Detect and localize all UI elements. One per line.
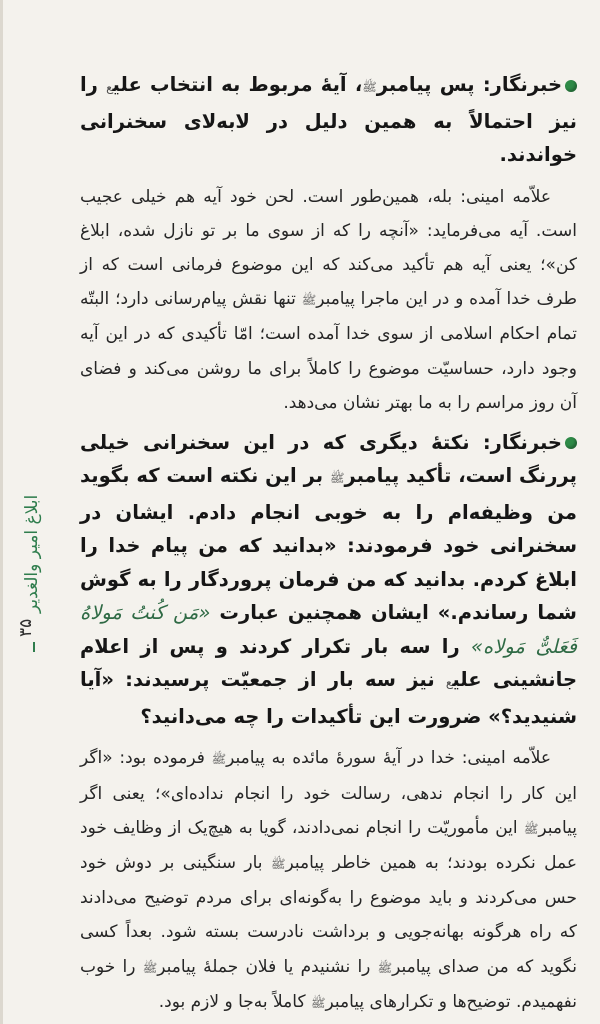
text-segment: بار سنگینی بر دوش خود حس می‌کردند و باید موضوع را به‌گونه‌ای برای مردم توضیح می‌دادند که راه هرگونه بهانه‌جویی و برداشت نادرست بسته شود. بعداً کسی نگوید که من صدای پیامبر: [80, 853, 577, 977]
honorific-symbol: ﷺ: [362, 80, 377, 94]
green-bullet-icon: [565, 80, 577, 92]
text-segment: را سه بار تکرار کردند و پس از اعلام جانشینی علی: [80, 634, 578, 692]
page-body: [80, 68, 577, 1020]
page-sidebar: [14, 470, 54, 710]
text-segment: نیز سه بار از جمعیّت پرسیدند: «آیا شنیدید؟» ضرورت این تأکیدات را چه می‌دانید؟: [80, 668, 577, 728]
interviewer-question: [80, 68, 577, 172]
green-bullet-icon: [565, 437, 577, 449]
interviewee-answer: [80, 180, 577, 420]
honorific-symbol: ﷺ: [211, 752, 227, 767]
honorific-symbol: ﷺ: [301, 293, 317, 308]
text-segment: ، آیهٔ مربوط به انتخاب علی: [112, 73, 363, 96]
page-number: ۳۵: [16, 618, 36, 638]
honorific-symbol: ﷺ: [270, 857, 286, 872]
honorific-symbol: ﷺ: [377, 960, 393, 975]
page-edge: [0, 0, 3, 1024]
text-segment: خبرنگار: نکتهٔ دیگری که در این سخنرانی خیلی پررنگ است، تأکید پیامبر: [80, 430, 577, 488]
honorific-symbol: ع: [445, 675, 453, 690]
text-segment: فرموده بود: «اگر این کار را انجام ندهی، رسالت خود را انجام نداده‌ای»؛ یعنی اگر پیامبر: [80, 748, 577, 838]
text-segment: کاملاً به‌جا و لازم بود.: [158, 991, 311, 1012]
arabic-quote: «مَن کُنتُ مَولاهُ فَعَلیٌّ مَولاه»: [80, 601, 577, 658]
honorific-symbol: ﷺ: [142, 960, 158, 975]
interviewee-answer: [80, 741, 577, 1020]
honorific-symbol: ﷺ: [310, 995, 326, 1010]
text-segment: خبرنگار: پس پیامبر: [376, 73, 562, 96]
paragraph-gap: [80, 172, 577, 178]
honorific-symbol: ع: [106, 80, 113, 94]
text-segment: را نشنیدم یا فلان جملهٔ پیامبر: [157, 956, 378, 977]
text-segment: علاّمه امینی: خدا در آیهٔ سورهٔ مائده به پیامبر: [226, 748, 551, 769]
text-segment: علاّمه امینی: بله، همین‌طور است. لحن خود آیه هم خیلی عجیب است. آیه می‌فرماید: «آنچه را که از سوی ما بر تو نازل شده، ابلاغ کن»؛ یعنی آیه هم تأکید می‌کند که این موضوع فرمانی است که از طرف خدا آمده و در این ماجرا پیامبر: [80, 186, 577, 310]
text-segment: را نیز احتمالاً به همین دلیل در لابه‌لای سخنرانی خواندند.: [80, 73, 577, 166]
paragraph-gap: [80, 733, 577, 739]
text-segment: این مأموریّت را انجام نمی‌دادند، گویا به هیچ‌یک از وظایف خود عمل نکرده بودند؛ به همین خاطر پیامبر: [80, 817, 577, 874]
text-segment: را خوب نفهمیدم. توضیح‌ها و تکرارهای پیامبر: [80, 956, 577, 1012]
honorific-symbol: ﷺ: [523, 821, 539, 836]
text-segment: تنها نقش پیام‌رسانی دارد؛ البتّه تمام احکام اسلامی از سوی خدا آمده است؛ امّا تأکیدی که در این آیه وجود دارد، حساسیّت موضوع را کاملاً برای ما روشن می‌کند و فضای آن روز مراسم را به ما بهتر نشان می‌دهد.: [80, 289, 577, 413]
honorific-symbol: ﷺ: [329, 471, 345, 486]
text-segment: بر این نکته است که بگوید من وظیفه‌ام را به خوبی انجام دادم. ایشان در سخنرانی خود فرمودند: «بدانید که من پیام خدا را ابلاغ کردم. بدانید که من فرمان پروردگار را به گوش شما رساندم.» ایشان همچنین عبارت: [80, 464, 577, 625]
interviewer-question: [80, 426, 577, 734]
running-title: ابلاغ امیر والغدیر: [22, 494, 42, 614]
